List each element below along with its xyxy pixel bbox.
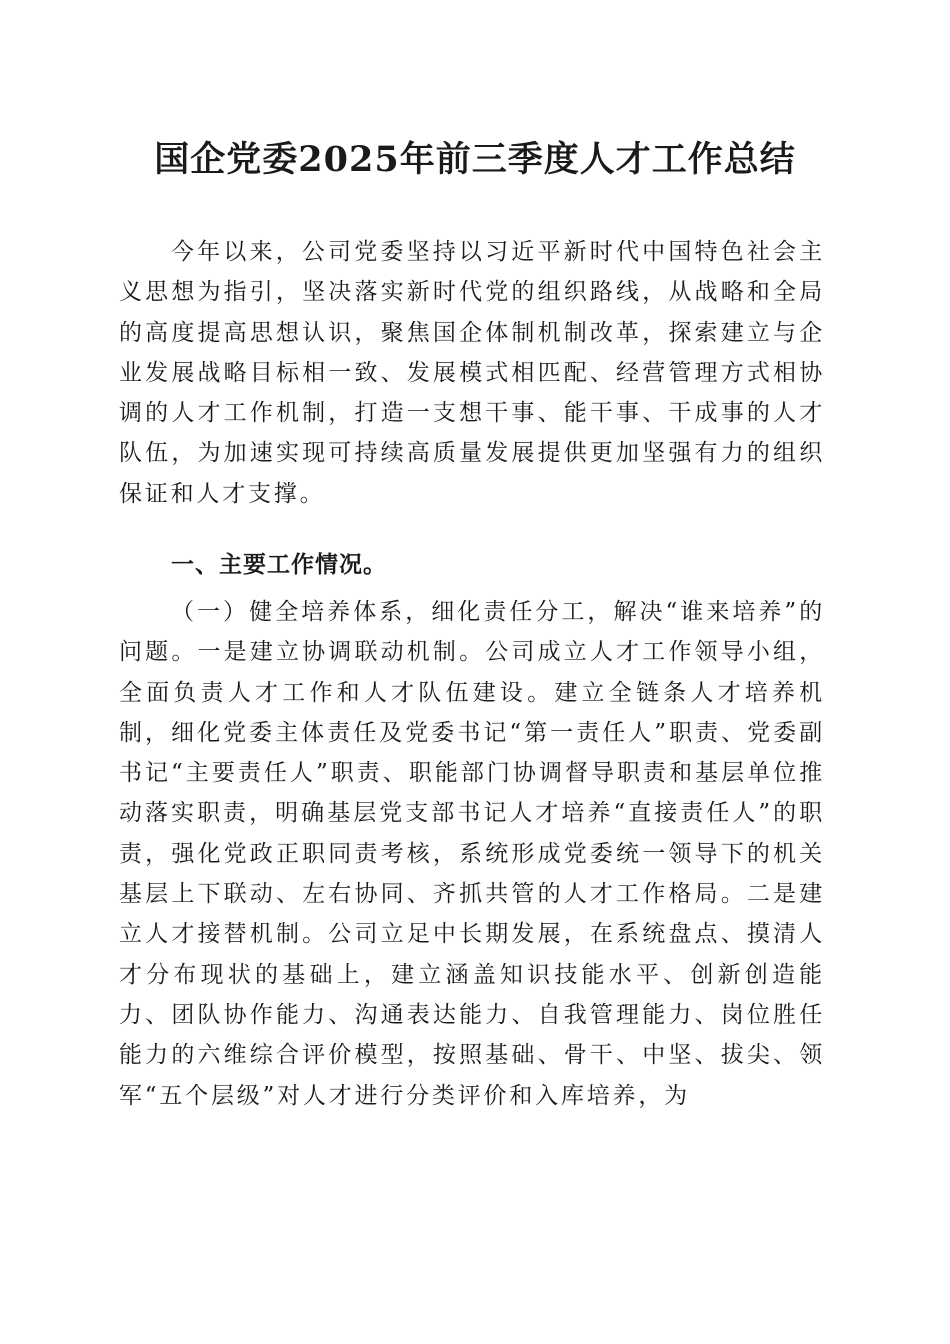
document-title: 国企党委2025年前三季度人才工作总结 [154, 139, 796, 180]
intro-paragraph-block [119, 232, 825, 514]
section-paragraph: （一）健全培养体系，细化责任分工，解决“谁来培养”的问题。一是建立协调联动机制。公司成立人才工作领导小组，全面负责人才工作和人才队伍建设。建立全链条人才培养机制，细化党委主体责任及党委书记“第一责任人”职责、党委副书记“主要责任人”职责、职能部门协调督导职责和基层单位推动落实职责，明确基层党支部书记人才培养“直接责任人”的职责，强化党政正职同责考核，系统形成党委统一领导下的机关基层上下联动、左右协同、齐抓共管的人才工作格局。二是建立人才接替机制。公司立足中长期发展，在系统盘点、摸清人才分布现状的基础上，建立涵盖知识技能水平、创新创造能力、团队协作能力、沟通表达能力、自我管理能力、岗位胜任能力的六维综合评价模型，按照基础、骨干、中坚、拔尖、领军“五个层级”对人才进行分类评价和入库培养，为 [119, 599, 825, 1109]
intro-paragraph: 今年以来，公司党委坚持以习近平新时代中国特色社会主义思想为指引，坚决落实新时代党的组织路线，从战略和全局的高度提高思想认识，聚焦国企体制机制改革，探索建立与企业发展战略目标相一致、发展模式相匹配、经营管理方式相协调的人才工作机制，打造一支想干事、能干事、干成事的人才队伍，为加速实现可持续高质量发展提供更加坚强有力的组织保证和人才支撑。 [119, 239, 825, 507]
section-paragraph-block [119, 592, 825, 1116]
section-heading: 一、主要工作情况。 [171, 552, 387, 578]
